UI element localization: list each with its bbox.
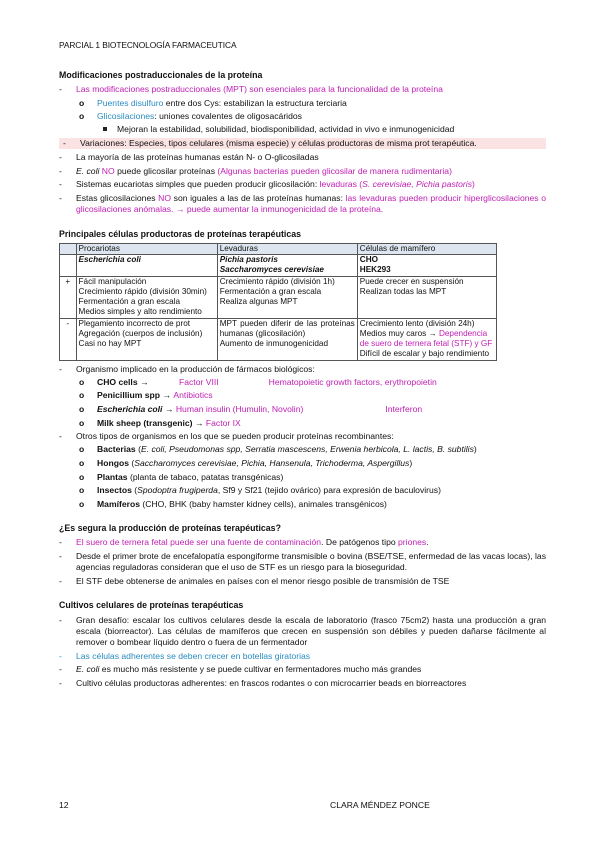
text: Fermentación a gran escala (219, 286, 322, 296)
text: Medios simples y alto rendimiento (78, 307, 202, 317)
section-safety (59, 523, 546, 587)
list-item: - El STF debe obtenerse de animales en países con el menor riesgo posible de transmisión de TSE (59, 576, 546, 587)
text: priones (398, 537, 427, 548)
text: ( (131, 485, 138, 496)
text: : uniones covalentes de oligosacáridos (154, 111, 302, 122)
text: ( (135, 444, 141, 455)
table-row-species (60, 255, 497, 277)
organism-name: Bacterias (97, 444, 136, 455)
table-cell (217, 276, 357, 318)
table-cell (76, 318, 217, 360)
page-number: 12 (59, 800, 69, 810)
table-cell (60, 243, 77, 254)
text: puede glicosilar proteínas (114, 165, 218, 176)
page-content (59, 70, 546, 702)
bullet-list (59, 364, 546, 510)
text: Crecimiento rápido (división 1h) (219, 276, 335, 286)
organism-name: Insectos (97, 485, 132, 496)
list-item (59, 84, 546, 135)
text: E. coli, Pseudomonas spp, Serratia mascescens, Erwenia herbicola, L. lactis, B. subtilis (140, 444, 474, 455)
section-heading: Modificaciones postraduccionales de la proteína (59, 70, 263, 80)
text: entre dos Cys: estabilizan la estructura terciaria (163, 97, 347, 108)
table-header-cell: Procariotas (76, 243, 217, 254)
text: ) (409, 458, 413, 469)
table-cell (217, 255, 357, 277)
text: Spodoptra frugiperda (137, 485, 218, 496)
text: Realizan todas las MPT (359, 286, 447, 296)
text: Sistemas eucariotas simples que pueden producir glicosilación: (76, 179, 320, 190)
table-cell: Escherichia coli (76, 255, 217, 277)
arrow-icon: → (192, 417, 206, 428)
text: ( (128, 458, 135, 469)
table-header-row (60, 243, 497, 254)
list-item: - Desde el primer brote de encefalopatía espongiforme transmisible o bovina (BSE/TSE, enfermedad de las vacas locas), las agencias reguladoras consideran que el uso de STF es un riesgo para la bioseguridad. (59, 551, 546, 573)
organism-name: Penicillium spp (97, 390, 161, 401)
text: las levaduras pueden producir hiperglicosilaciones o glicosilaciones anómalas. → puede aumentar la inmunogenicidad de la proteína. (76, 193, 546, 215)
text: Crecimiento rápido (división 30min) (78, 286, 207, 296)
term: Glicosilaciones (97, 111, 155, 122)
text: El suero de ternera fetal puede ser una fuente de contaminación (76, 537, 322, 548)
text: (Algunas bacterias pueden glicosilar de manera rudimentaria) (217, 165, 452, 176)
text: Difícil de escalar y bajo rendimiento (359, 349, 490, 359)
sub-list (76, 98, 546, 136)
text: Las modificaciones postraduccionales (MPT) son esenciales para la funcionalidad de la proteína (76, 84, 443, 95)
text: (CHO, BHK (baby hamster kidney cells), animales transgénicos) (139, 498, 387, 509)
text: Pichia pastoris (219, 255, 278, 265)
list-item: - Cultivo células productoras adherentes: en frascos rodantes o con microcarrier beads en biorreactores (59, 678, 546, 689)
text: Organismo implicado en la producción de fármacos biológicos: (76, 363, 315, 374)
footer-author: CLARA MÉNDEZ PONCE (330, 800, 430, 810)
text: Aumento de inmunogenicidad (219, 339, 329, 349)
organism-item (76, 377, 546, 388)
table-row-disadvantages (60, 318, 497, 360)
text: Estas glicosilaciones (76, 193, 159, 204)
text: HEK293 (359, 265, 391, 275)
arrow-icon: → (162, 403, 176, 414)
organism-item (76, 444, 546, 455)
organism-name: Mamíferos (97, 498, 140, 509)
list-item: - Gran desafío: escalar los cultivos celulares desde la escala de laboratorio (frasco 75cm2) hasta una producción a gran escala (biorreactor). Las células de mamíferos que crecen en suspensión son débiles y pueden dañarse fácilmente al remover o bombear líquido dentro o fuera de un fermentador (59, 615, 546, 649)
table-cell: - (60, 318, 77, 360)
text: son iguales a las de las proteínas humanas: (171, 193, 346, 204)
text: Dependencia de suero de ternera fetal (STF) y GF (359, 328, 493, 349)
organism-item (76, 472, 546, 483)
text: Fácil manipulación (78, 276, 147, 286)
text: Puede crecer en suspensión (359, 276, 464, 286)
table-cell (357, 318, 496, 360)
text (360, 329, 494, 350)
sub-sub-item: Mejoran la estabilidad, solubilidad, biodisponibilidad, actividad in vivo e inmunogenicidad (97, 124, 546, 135)
table-cell (217, 318, 357, 360)
organism-name: Escherichia coli (97, 403, 163, 414)
list-item-highlighted: - Variaciones: Especies, tipos celulares (misma especie) y células productoras de misma prot terapéutica. (59, 138, 546, 149)
list-item (59, 431, 546, 510)
organism-item (76, 418, 546, 429)
product: Human insulin (Humulin, Novolin) (175, 403, 304, 414)
table-header-cell: Levaduras (217, 243, 357, 254)
table-cell (76, 276, 217, 318)
organism-item (76, 390, 546, 401)
bullet-list (59, 537, 546, 587)
list-item: - Las células adherentes se deben crecer en botellas giratorias (59, 651, 546, 662)
text: Saccharomyces cerevisiae, Pichia, Hansenula, Trichoderma, Aspergillus (134, 458, 410, 469)
text: MPT pueden diferir de las proteínas humanas (glicosilación) (219, 318, 355, 338)
text: , Sf9 y Sf21 (tejido ovárico) para expresión de baculovirus) (217, 485, 441, 496)
organism-name: Hongos (97, 458, 129, 469)
bullet-list (59, 615, 546, 690)
text: ) (472, 179, 475, 190)
list-item (59, 179, 546, 190)
section-heading: Principales células productoras de proteínas terapéuticas (59, 228, 302, 239)
text: Agregación (cuerpos de inclusión) (78, 328, 203, 338)
table-row-advantages (60, 276, 497, 318)
text: Fermentación a gran escala (78, 297, 181, 307)
term: Puentes disulfuro (97, 97, 164, 108)
section-heading: ¿Es segura la producción de proteínas terapéuticas? (59, 522, 281, 533)
product: Interferon (385, 403, 423, 414)
table-cell: + (60, 276, 77, 318)
text: Realiza algunas MPT (219, 297, 298, 307)
text: levaduras ( (319, 179, 363, 190)
text: Otros tipos de organismos en los que se pueden producir proteínas recombinantes: (76, 431, 394, 442)
text: es mucho más resistente y se puede cultivar en fermentadores mucho más grandes (99, 664, 422, 675)
list-item: - La mayoría de las proteínas humanas están N- o O-glicosiladas (59, 152, 546, 163)
organism-name: Plantas (97, 471, 128, 482)
text: (planta de tabaco, patatas transgénicas) (127, 471, 284, 482)
other-organisms-list (76, 444, 546, 509)
organism-item (76, 485, 546, 496)
text: Saccharomyces cerevisiae (219, 265, 324, 275)
text: E. coli (76, 664, 100, 675)
organism-item (76, 458, 546, 469)
product: Factor IX (205, 417, 241, 428)
sub-item (76, 98, 546, 109)
list-item (59, 664, 546, 675)
text: Plegamiento incorrecto de prot (78, 318, 191, 328)
arrow-icon: → (137, 376, 151, 387)
text: . (426, 537, 429, 548)
section-heading: Cultivos celulares de proteínas terapéuticas (59, 600, 244, 611)
sub-item (76, 111, 546, 135)
sub-sub-list (97, 124, 546, 135)
text: CHO (359, 255, 378, 265)
text: NO (99, 165, 115, 176)
table-cell (60, 255, 77, 277)
list-item (59, 166, 546, 177)
text: Medios muy caros → (359, 328, 439, 338)
text: Crecimiento lento (división 24h) (359, 318, 475, 328)
table-cell (357, 255, 496, 277)
text: Casi no hay MPT (78, 339, 142, 349)
list-item (59, 364, 546, 429)
product: Factor VIII (178, 376, 219, 387)
organism-list (76, 377, 546, 429)
table-header-cell: Células de mamífero (357, 243, 496, 254)
bullet-list (59, 84, 546, 215)
producer-cells-table (59, 243, 497, 361)
organism-name: Milk sheep (transgenic) (97, 417, 193, 428)
section-producer-cells (59, 229, 546, 510)
arrow-icon: → (160, 390, 174, 401)
list-item (59, 537, 546, 548)
table-cell (357, 276, 496, 318)
product: Hematopoietic growth factors, erythropoietin (268, 376, 437, 387)
page-header: PARCIAL 1 BIOTECNOLOGÍA FARMACEUTICA (59, 40, 237, 50)
text: . De patógenos tipo (321, 537, 399, 548)
organism-item (76, 499, 546, 510)
text: NO (158, 193, 172, 204)
organism-name: CHO cells (97, 376, 138, 387)
product: Antibiotics (173, 390, 213, 401)
text: ) (473, 444, 477, 455)
section-ptm (59, 70, 546, 216)
organism-item (76, 404, 546, 415)
text: S. cerevisiae, Pichia pastoris (362, 179, 472, 190)
section-cell-cultures (59, 600, 546, 689)
list-item (59, 193, 546, 215)
text: E. coli (76, 165, 100, 176)
